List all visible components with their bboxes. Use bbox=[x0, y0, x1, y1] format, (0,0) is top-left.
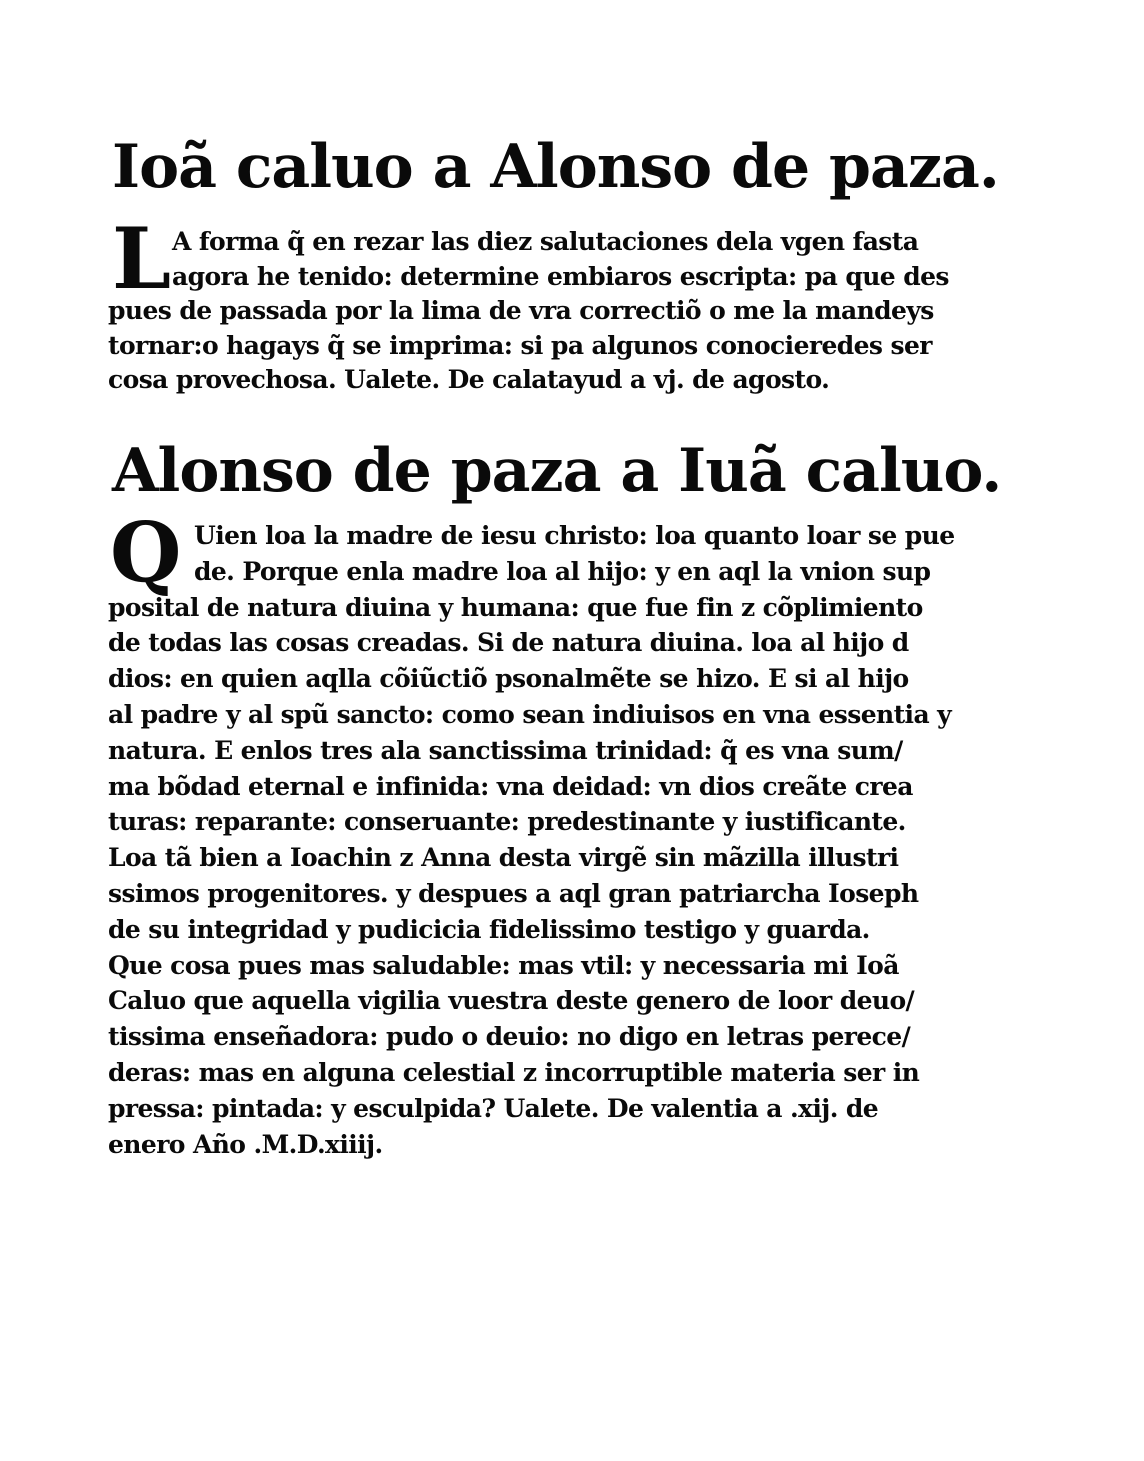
letter1-body bbox=[108, 209, 1028, 398]
letter1-heading: Ioã caluo a Alonso de paza. bbox=[112, 132, 999, 202]
text-line: natura. E enlos tres ala sanctissima trinidad: q̃ es vna sum/ bbox=[108, 735, 903, 765]
text-line: Loa tã bien a Ioachin z Anna desta virgẽ sin mãzilla illustri bbox=[108, 843, 899, 873]
text-line: pressa: pintada: y esculpida? Ualete. De valentia a .xij. de bbox=[108, 1093, 879, 1123]
text-line: Que cosa pues mas saludable: mas vtil: y necessaria mi Ioã bbox=[108, 950, 899, 980]
letter2-dropcap: Q bbox=[110, 505, 182, 601]
letter2-body bbox=[108, 505, 1028, 1162]
letter2-heading: Alonso de paza a Iuã caluo. bbox=[112, 436, 1002, 506]
text-line: ma bõdad eternal e infinida: vna deidad: vn dios creãte crea bbox=[108, 771, 913, 801]
text-line: Uien loa la madre de iesu christo: loa quanto loar se pue bbox=[194, 521, 955, 550]
text-line: de su integridad y pudicicia fidelissimo testigo y guarda. bbox=[108, 914, 870, 944]
text-line: deras: mas en alguna celestial z incorruptible materia ser in bbox=[108, 1057, 920, 1087]
text-line: ssimos progenitores. y despues a aql gran patriarcha Ioseph bbox=[108, 878, 919, 908]
letter1-dropcap: L bbox=[112, 209, 172, 308]
text-line: Caluo que aquella vigilia vuestra deste genero de loor deuo/ bbox=[108, 986, 915, 1016]
text-line: al padre y al spũ sancto: como sean indiuisos en vna essentia y bbox=[108, 699, 952, 729]
text-line: A forma q̃ en rezar las diez salutaciones dela vgen fasta bbox=[172, 227, 919, 256]
text-line: agora he tenido: determine embiaros escripta: pa que des bbox=[172, 261, 949, 291]
text-line: posital de natura diuina y humana: que fue fin z cõplimiento bbox=[108, 592, 923, 622]
text-line: pues de passada por la lima de vra correctiõ o me la mandeys bbox=[108, 296, 934, 326]
text-line: enero Año .M.D.xiiij. bbox=[108, 1129, 383, 1159]
text-line: tornar:o hagays q̃ se imprima: si pa algunos conocieredes ser bbox=[108, 330, 932, 360]
text-line: cosa provechosa. Ualete. De calatayud a vj. de agosto. bbox=[108, 365, 830, 395]
text-line: tissima enseñadora: pudo o deuio: no digo en letras perece/ bbox=[108, 1022, 911, 1052]
text-line: de. Porque enla madre loa al hijo: y en aql la vnion sup bbox=[194, 556, 931, 586]
text-line: dios: en quien aqlla cõiũctiõ psonalmẽte se hizo. E si al hijo bbox=[108, 664, 909, 694]
text-line: de todas las cosas creadas. Si de natura diuina. loa al hijo d bbox=[108, 628, 909, 658]
text-line: turas: reparante: conseruante: predestinante y iustificante. bbox=[108, 807, 906, 837]
